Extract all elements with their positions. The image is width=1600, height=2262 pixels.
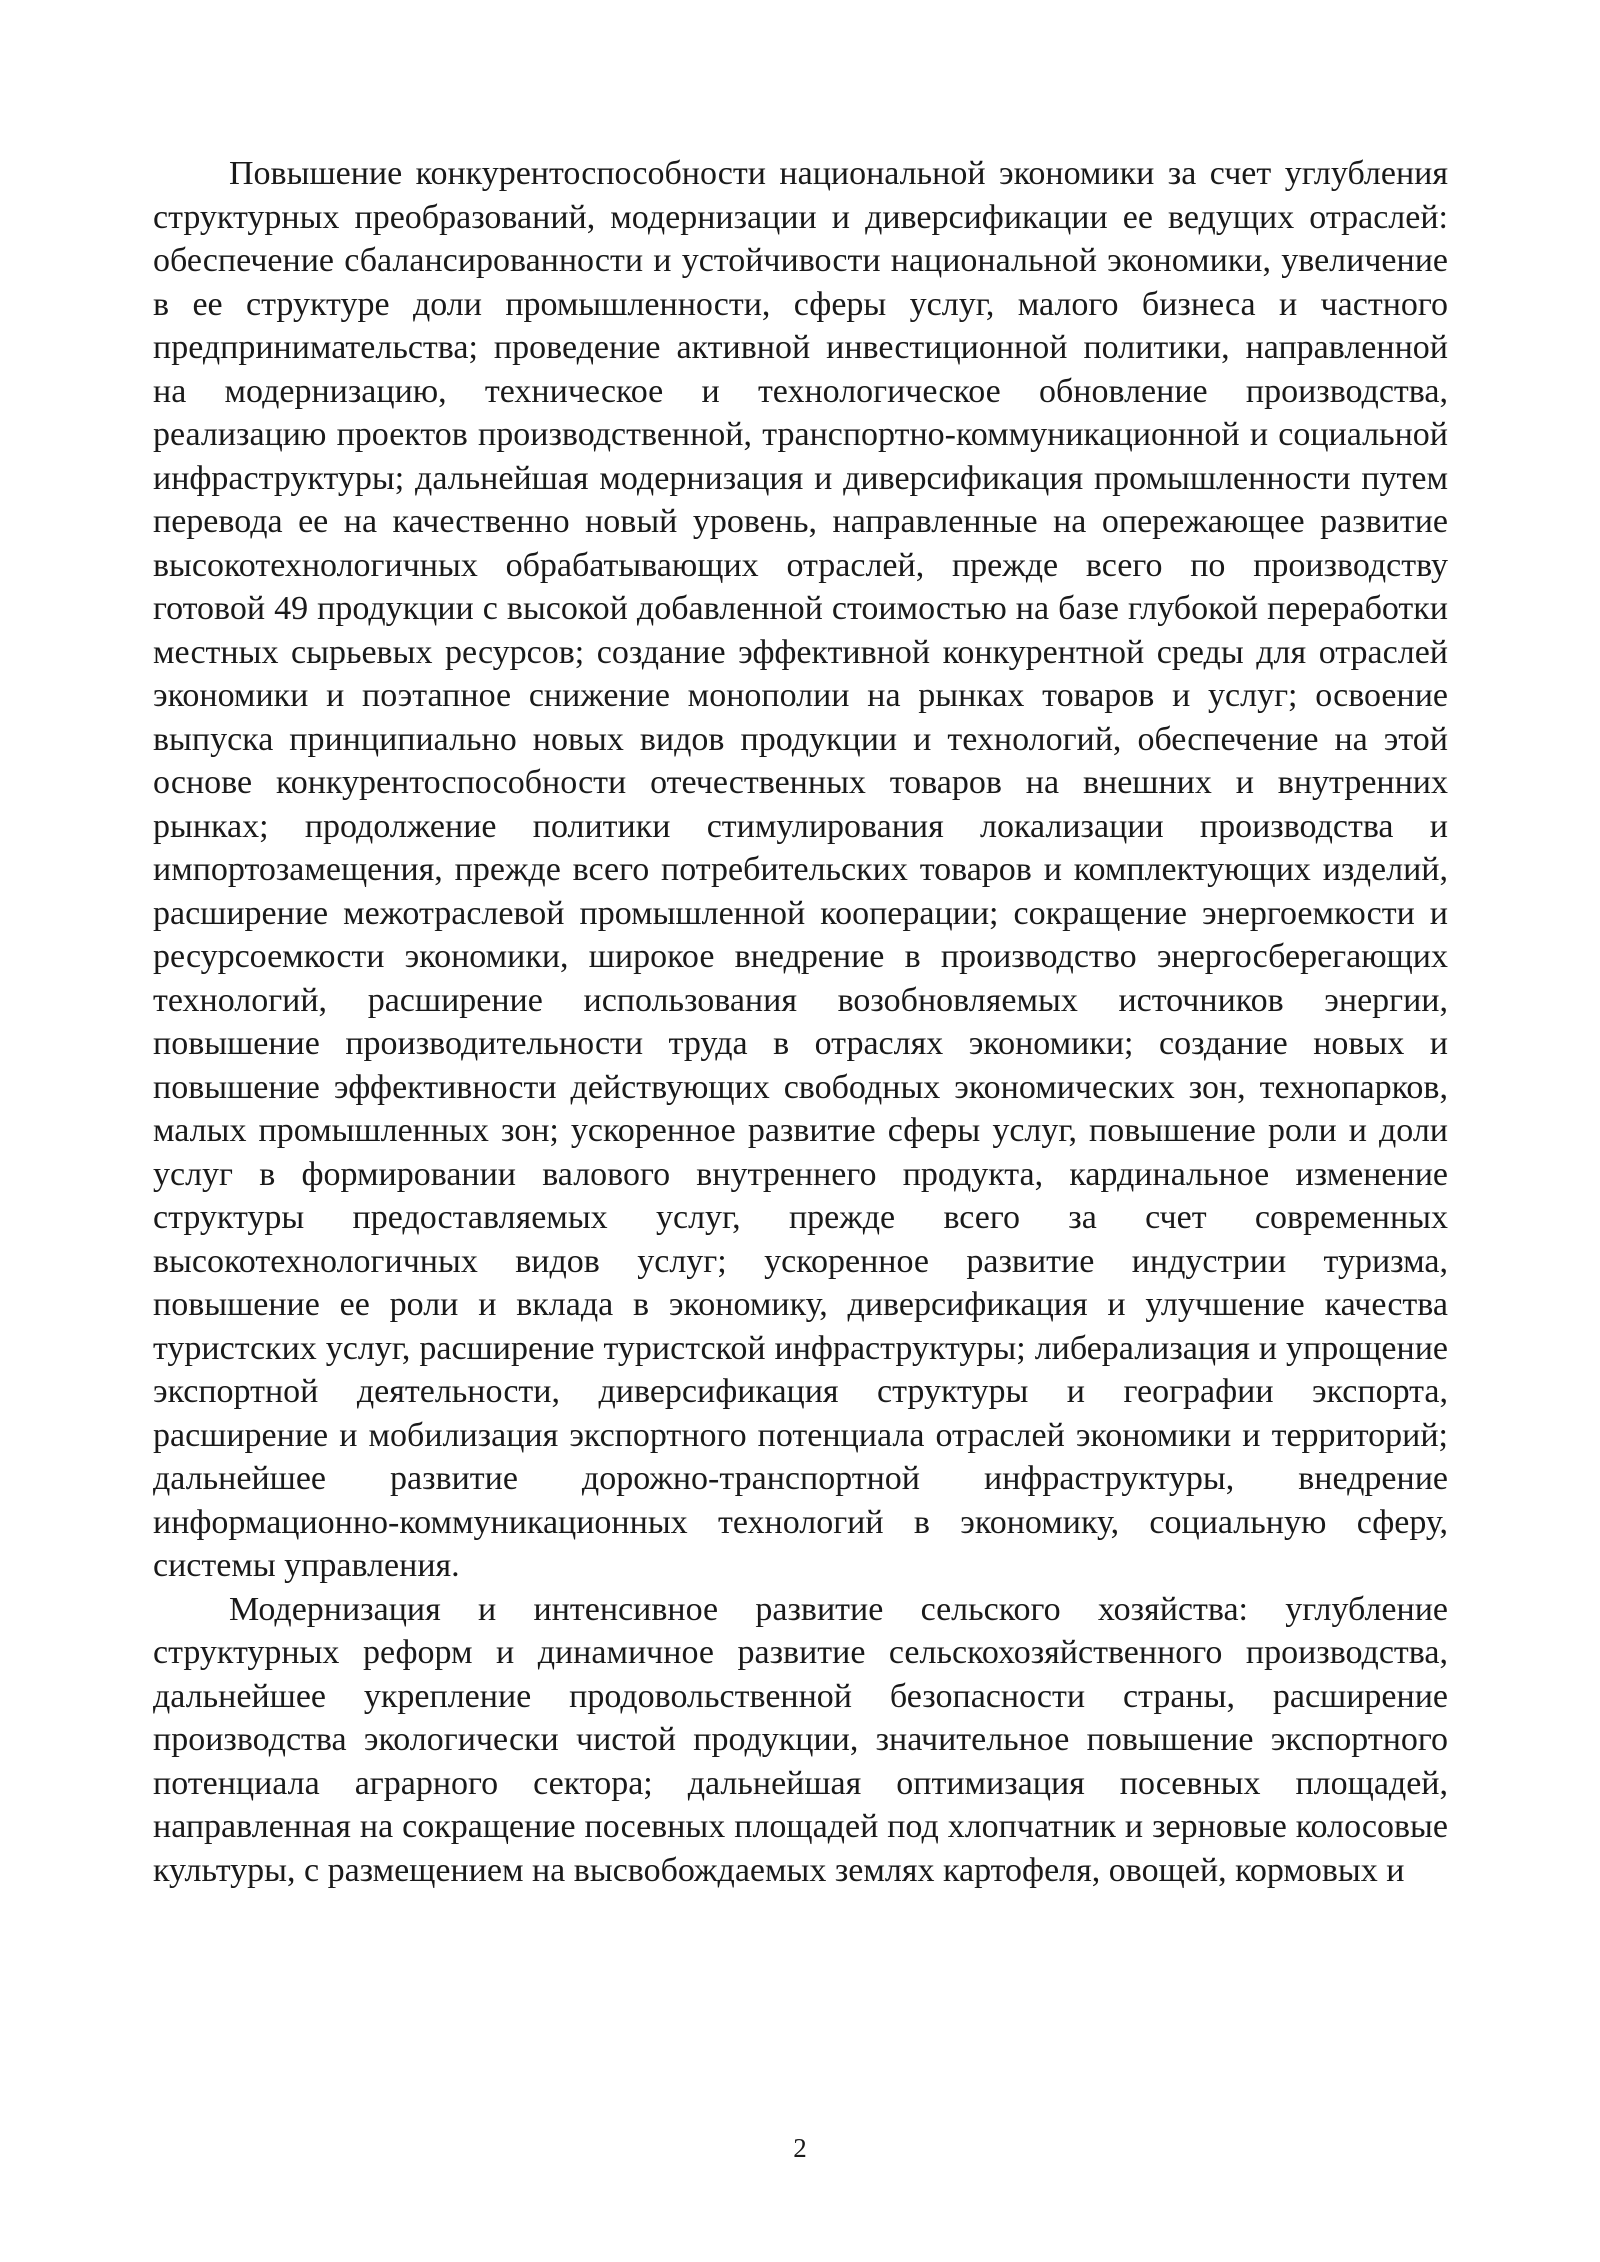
paragraph-economy-competitiveness: Повышение конкурентоспособности национальной экономики за счет углубления структурных преобразований, модернизации и диверсификации ее ведущих отраслей: обеспечение сбалансированности и устойчивости национальной экономики, увеличение в ее структуре доли промышленности, сферы услуг, малого бизнеса и частного предпринимательства; проведение активной инвестиционной политики, направленной на модернизацию, техническое и технологическое обновление производства, реализацию проектов производственной, транспортно-коммуникационной и социальной инфраструктуры; дальнейшая модернизация и диверсификация промышленности путем перевода ее на качественно новый уровень, направленные на опережающее развитие высокотехнологичных обрабатывающих отраслей, прежде всего по производству готовой 49 продукции с высокой добавленной стоимостью на базе глубокой переработки местных сырьевых ресурсов; создание эффективной конкурентной среды для отраслей экономики и поэтапное снижение монополии на рынках товаров и услуг; освоение выпуска принципиально новых видов продукции и технологий, обеспечение на этой основе конкурентоспособности отечественных товаров на внешних и внутренних рынках; продолжение политики стимулирования локализации производства и импортозамещения, прежде всего потребительских товаров и комплектующих изделий, расширение межотраслевой промышленной кооперации; сокращение энергоемкости и ресурсоемкости экономики, широкое внедрение в производство энергосберегающих технологий, расширение использования возобновляемых источников энергии, повышение производительности труда в отраслях экономики; создание новых и повышение эффективности действующих свободных экономических зон, технопарков, малых промышленных зон; ускоренное развитие сферы услуг, повышение роли и доли услуг в формировании валового внутреннего продукта, кардинальное изменение структуры предоставляемых услуг, прежде всего за счет современных высокотехнологичных видов услуг; ускоренное развитие индустрии туризма, повышение ее роли и вклада в экономику, диверсификация и улучшение качества туристских услуг, расширение туристской инфраструктуры; либерализация и упрощение экспортной деятельности, диверсификация структуры и географии экспорта, расширение и мобилизация экспортного потенциала отраслей экономики и территорий; дальнейшее развитие дорожно-транспортной инфраструктуры, внедрение информационно-коммуникационных технологий в экономику, социальную сферу, системы управления.: [153, 155, 1448, 1584]
document-body: [153, 152, 1448, 1892]
page-number: 2: [793, 2133, 807, 2163]
paragraph-agriculture-modernization: Модернизация и интенсивное развитие сельского хозяйства: углубление структурных реформ и динамичное развитие сельскохозяйственного производства, дальнейшее укрепление продовольственной безопасности страны, расширение производства экологически чистой продукции, значительное повышение экспортного потенциала аграрного сектора; дальнейшая оптимизация посевных площадей, направленная на сокращение посевных площадей под хлопчатник и зерновые колосовые культуры, с размещением на высвобождаемых землях картофеля, овощей, кормовых и: [153, 1590, 1448, 1889]
